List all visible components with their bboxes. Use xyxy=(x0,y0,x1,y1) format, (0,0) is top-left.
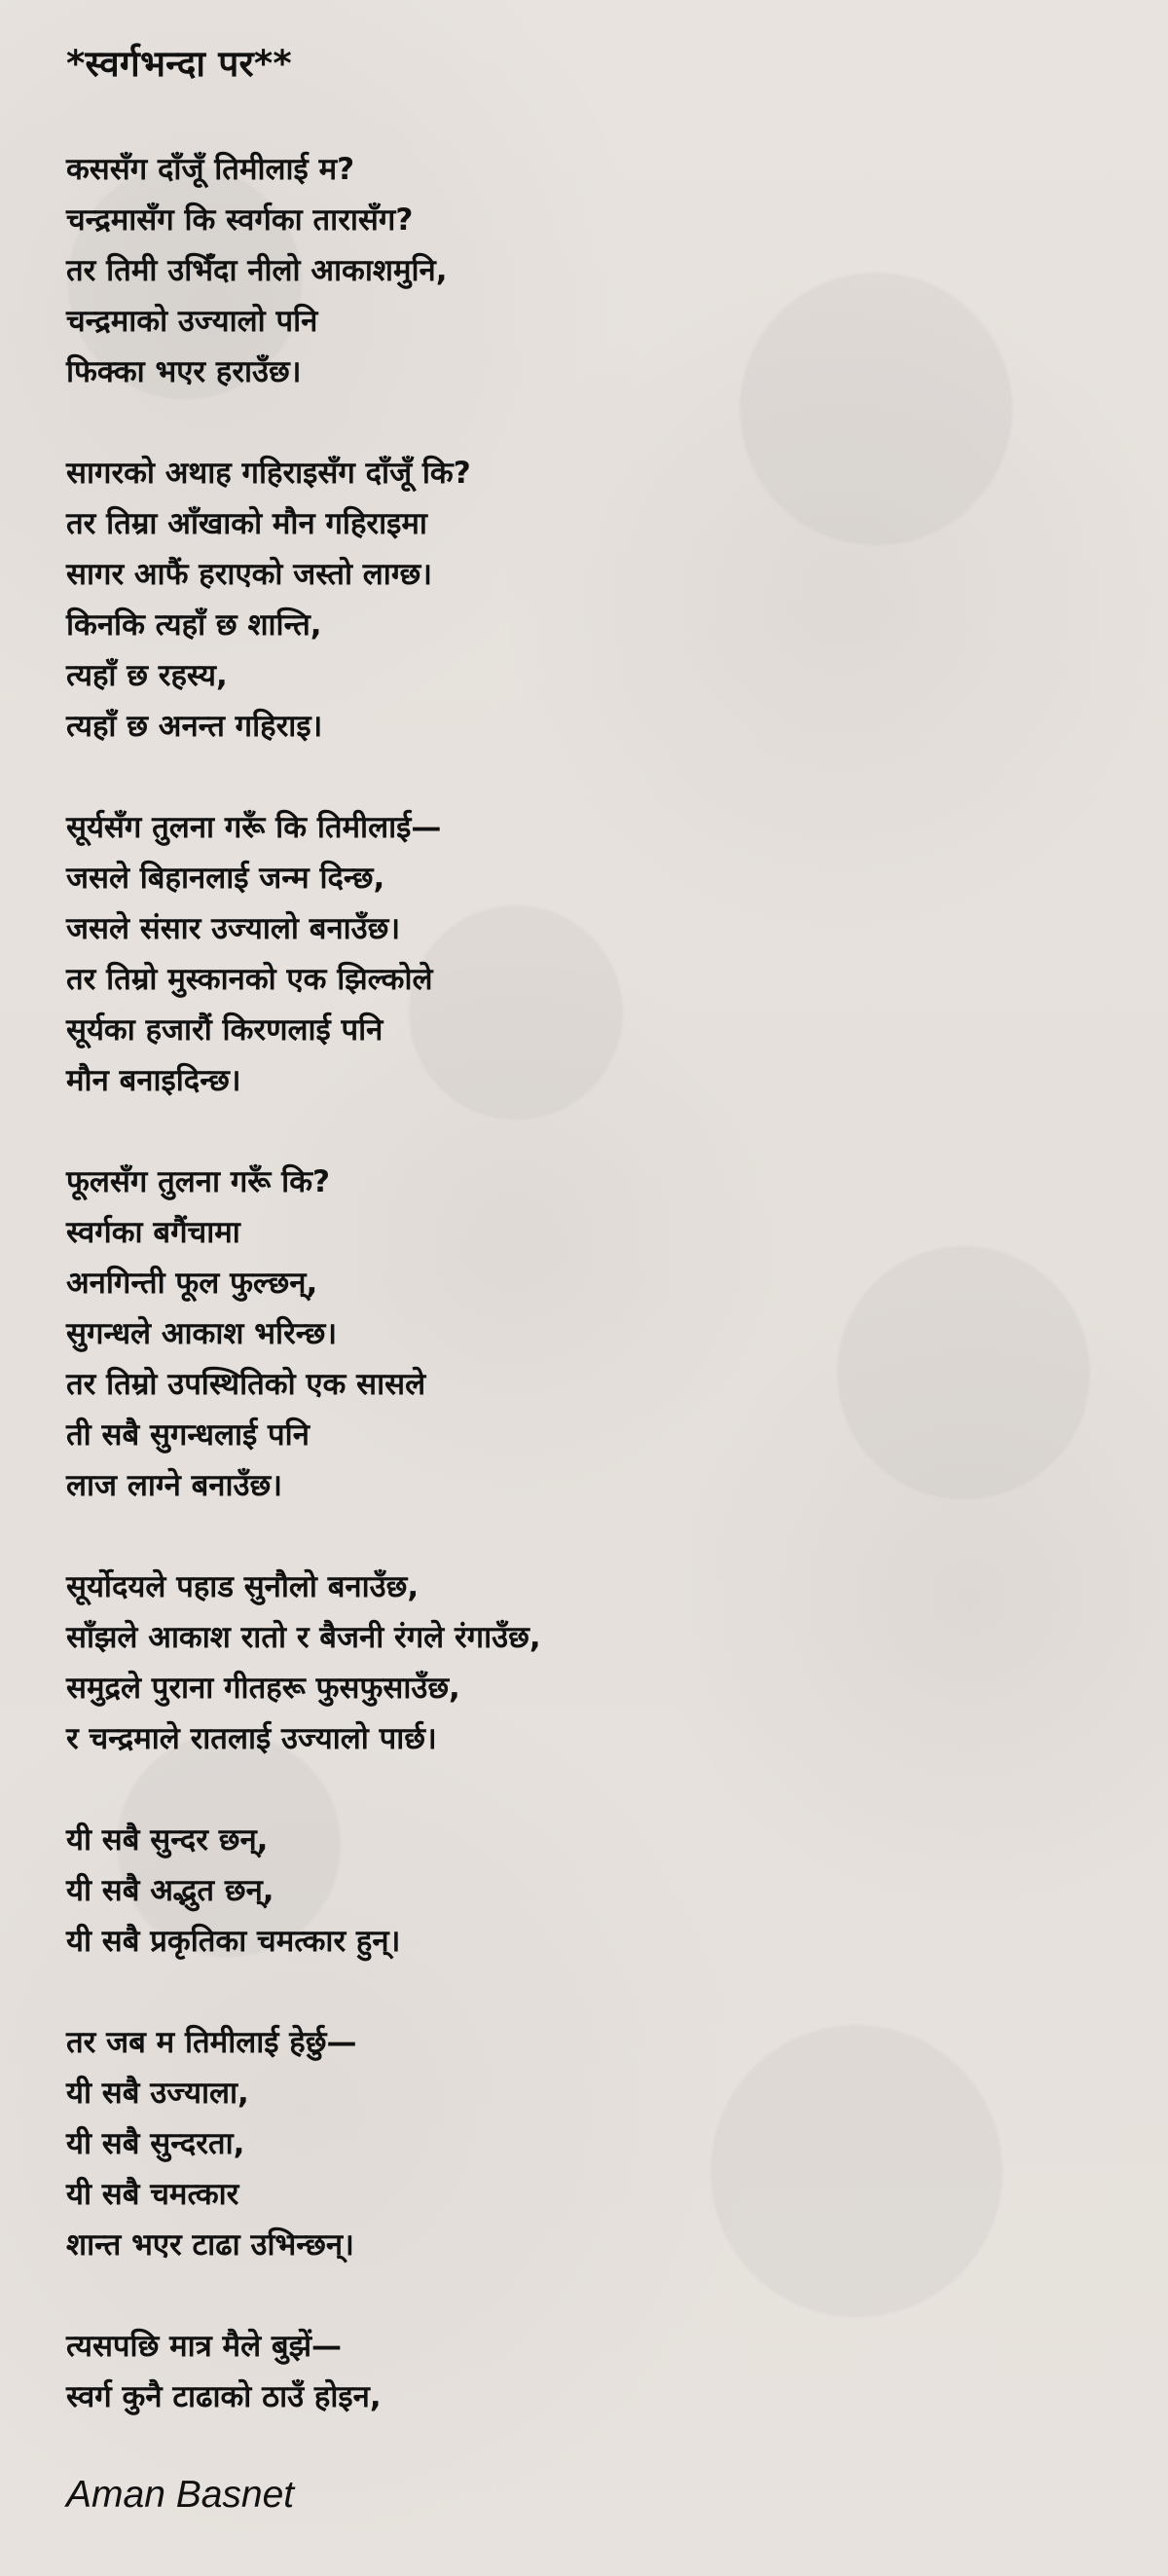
poem-title: *स्वर्गभन्दा पर** xyxy=(66,43,292,85)
poem-content xyxy=(66,43,1098,2518)
poem-line: अनगिन्ती फूल फुल्छन्, xyxy=(66,1266,318,1301)
poem-line: साँझले आकाश रातो र बैजनी रंगले रंगाउँछ, xyxy=(66,1620,541,1655)
poem-line: यी सबै उज्याला, xyxy=(66,2076,249,2111)
poem-line: चन्द्रमाको उज्यालो पनि xyxy=(66,304,318,339)
poem-line: लाज लाग्ने बनाउँछ। xyxy=(66,1468,282,1503)
stanza-7 xyxy=(66,2017,1098,2270)
poem-line: सूर्योदयले पहाड सुनौलो बनाउँछ, xyxy=(66,1569,420,1604)
poem-line: तर तिम्रा आँखाको मौन गहिराइमा xyxy=(66,506,427,541)
poem-line: मौन बनाइदिन्छ। xyxy=(66,1063,241,1098)
poem-line: सुगन्धले आकाश भरिन्छ। xyxy=(66,1316,338,1351)
poem-author: Aman Basnet xyxy=(66,2474,295,2516)
poem-line: फिक्का भएर हराउँछ। xyxy=(66,354,302,389)
poem-line: किनकि त्यहाँ छ शान्ति, xyxy=(66,607,322,643)
poem-line: चन्द्रमासँग कि स्वर्गका तारासँग? xyxy=(66,202,414,238)
stanza-6 xyxy=(66,1815,1098,1967)
poem-line: स्वर्ग कुनै टाढाको ठाउँ होइन, xyxy=(66,2379,382,2414)
poem-line: तर तिम्रो उपस्थितिको एक सासले xyxy=(66,1367,426,1402)
poem-line: ती सबै सुगन्धलाई पनि xyxy=(66,1417,310,1453)
stanza-2 xyxy=(66,448,1098,752)
poem-line: त्यहाँ छ रहस्य, xyxy=(66,658,228,693)
poem-line: शान्त भएर टाढा उभिन्छन्। xyxy=(66,2227,354,2263)
stanza-3 xyxy=(66,802,1098,1106)
poem-line: यी सबै सुन्दर छन्, xyxy=(66,1822,269,1858)
stanza-4 xyxy=(66,1157,1098,1511)
poem-line: जसले बिहानलाई जन्म दिन्छ, xyxy=(66,861,385,896)
poem-line: सूर्यसँग तुलना गरूँ कि तिमीलाई— xyxy=(66,810,442,845)
poem-line: यी सबै चमत्कार xyxy=(66,2177,239,2212)
poem-line: समुद्रले पुराना गीतहरू फुसफुसाउँछ, xyxy=(66,1671,460,1706)
poem-line: त्यसपछि मात्र मैले बुझें— xyxy=(66,2329,343,2364)
poem-line: सागरको अथाह गहिराइसँग दाँजूँ कि? xyxy=(66,456,471,491)
poem-line: फूलसँग तुलना गरूँ कि? xyxy=(66,1164,330,1199)
poem-line: स्वर्गका बगैंचामा xyxy=(66,1215,240,1250)
stanza-8 xyxy=(66,2321,1098,2422)
poem-line: र चन्द्रमाले रातलाई उज्यालो पार्छ। xyxy=(66,1721,437,1756)
poem-line: तर तिम्रो मुस्कानको एक झिल्कोले xyxy=(66,962,433,997)
poem-line: यी सबै सुन्दरता, xyxy=(66,2126,245,2161)
stanza-1 xyxy=(66,144,1098,397)
poem-line: तर तिमी उभिँदा नीलो आकाशमुनि, xyxy=(66,253,448,288)
poem-line: तर जब म तिमीलाई हेर्छु— xyxy=(66,2025,357,2060)
poem-line: सागर आफैं हराएको जस्तो लाग्छ। xyxy=(66,557,433,592)
poem-line: कससँग दाँजूँ तिमीलाई म? xyxy=(66,152,355,187)
poem-line: यी सबै अद्भुत छन्, xyxy=(66,1873,274,1908)
poem-line: सूर्यका हजारौं किरणलाई पनि xyxy=(66,1012,383,1048)
poem-line: जसले संसार उज्यालो बनाउँछ। xyxy=(66,911,401,946)
stanza-5 xyxy=(66,1562,1098,1764)
poem-line: यी सबै प्रकृतिका चमत्कार हुन्। xyxy=(66,1924,401,1959)
poem-line: त्यहाँ छ अनन्त गहिराइ। xyxy=(66,709,323,744)
